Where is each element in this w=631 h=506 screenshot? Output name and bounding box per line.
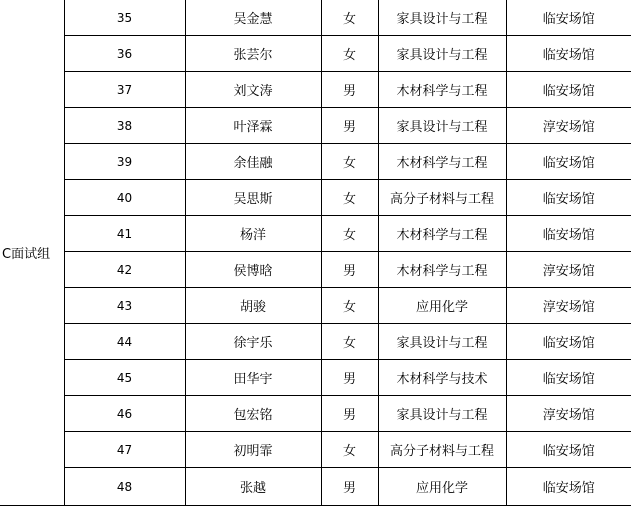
candidate-venue: 临安场馆 [506, 72, 631, 108]
candidate-venue: 临安场馆 [506, 180, 631, 216]
candidate-name: 刘文涛 [185, 72, 321, 108]
candidate-gender: 女 [321, 0, 378, 36]
candidate-venue: 临安场馆 [506, 36, 631, 72]
candidate-gender: 男 [321, 360, 378, 396]
row-number: 39 [64, 144, 185, 180]
candidate-gender: 男 [321, 252, 378, 288]
row-number: 45 [64, 360, 185, 396]
candidate-venue: 淳安场馆 [506, 396, 631, 432]
row-number: 40 [64, 180, 185, 216]
candidate-gender: 女 [321, 432, 378, 468]
candidate-venue: 临安场馆 [506, 216, 631, 252]
candidate-name: 叶泽霖 [185, 108, 321, 144]
row-number: 48 [64, 468, 185, 506]
candidate-gender: 男 [321, 72, 378, 108]
row-number: 35 [64, 0, 185, 36]
candidate-venue: 淳安场馆 [506, 288, 631, 324]
table-row [0, 72, 631, 108]
row-number: 42 [64, 252, 185, 288]
candidate-name: 杨洋 [185, 216, 321, 252]
row-number: 47 [64, 432, 185, 468]
table-row [0, 252, 631, 288]
candidate-venue: 临安场馆 [506, 324, 631, 360]
candidate-gender: 男 [321, 108, 378, 144]
table-row [0, 144, 631, 180]
candidate-gender: 女 [321, 144, 378, 180]
candidate-gender: 女 [321, 36, 378, 72]
row-number: 36 [64, 36, 185, 72]
candidate-major: 木材科学与技术 [378, 360, 506, 396]
candidate-name: 胡骏 [185, 288, 321, 324]
candidate-venue: 淳安场馆 [506, 252, 631, 288]
table-row [0, 324, 631, 360]
row-number: 44 [64, 324, 185, 360]
candidate-major: 家具设计与工程 [378, 108, 506, 144]
candidate-name: 吴思斯 [185, 180, 321, 216]
table-row [0, 216, 631, 252]
candidate-name: 张芸尔 [185, 36, 321, 72]
candidate-gender: 女 [321, 180, 378, 216]
table-row [0, 432, 631, 468]
candidate-name: 徐宇乐 [185, 324, 321, 360]
table-row [0, 0, 631, 36]
row-number: 46 [64, 396, 185, 432]
candidate-gender: 男 [321, 468, 378, 506]
candidate-gender: 女 [321, 324, 378, 360]
candidate-major: 家具设计与工程 [378, 0, 506, 36]
table-row [0, 468, 631, 506]
table-row [0, 396, 631, 432]
row-number: 41 [64, 216, 185, 252]
candidate-major: 木材科学与工程 [378, 252, 506, 288]
candidate-name: 侯博晗 [185, 252, 321, 288]
candidate-major: 木材科学与工程 [378, 144, 506, 180]
table-row [0, 180, 631, 216]
row-number: 37 [64, 72, 185, 108]
candidate-major: 应用化学 [378, 288, 506, 324]
table-row [0, 36, 631, 72]
candidate-major: 家具设计与工程 [378, 396, 506, 432]
candidate-gender: 男 [321, 396, 378, 432]
group-label: C面试组 [0, 0, 64, 506]
candidate-name: 余佳融 [185, 144, 321, 180]
candidate-venue: 临安场馆 [506, 432, 631, 468]
candidate-major: 家具设计与工程 [378, 36, 506, 72]
candidate-name: 初明霏 [185, 432, 321, 468]
table-row [0, 360, 631, 396]
candidate-major: 应用化学 [378, 468, 506, 506]
candidate-venue: 临安场馆 [506, 144, 631, 180]
candidate-gender: 女 [321, 288, 378, 324]
table-row [0, 108, 631, 144]
candidate-major: 木材科学与工程 [378, 216, 506, 252]
row-number: 43 [64, 288, 185, 324]
row-number: 38 [64, 108, 185, 144]
candidate-gender: 女 [321, 216, 378, 252]
candidate-name: 包宏铭 [185, 396, 321, 432]
candidate-major: 家具设计与工程 [378, 324, 506, 360]
candidate-name: 张越 [185, 468, 321, 506]
candidate-major: 高分子材料与工程 [378, 432, 506, 468]
candidate-major: 木材科学与工程 [378, 72, 506, 108]
candidate-name: 田华宇 [185, 360, 321, 396]
candidate-venue: 临安场馆 [506, 360, 631, 396]
candidate-venue: 临安场馆 [506, 0, 631, 36]
candidate-major: 高分子材料与工程 [378, 180, 506, 216]
table-row [0, 288, 631, 324]
candidate-name: 吴金慧 [185, 0, 321, 36]
candidate-venue: 临安场馆 [506, 468, 631, 506]
candidate-venue: 淳安场馆 [506, 108, 631, 144]
